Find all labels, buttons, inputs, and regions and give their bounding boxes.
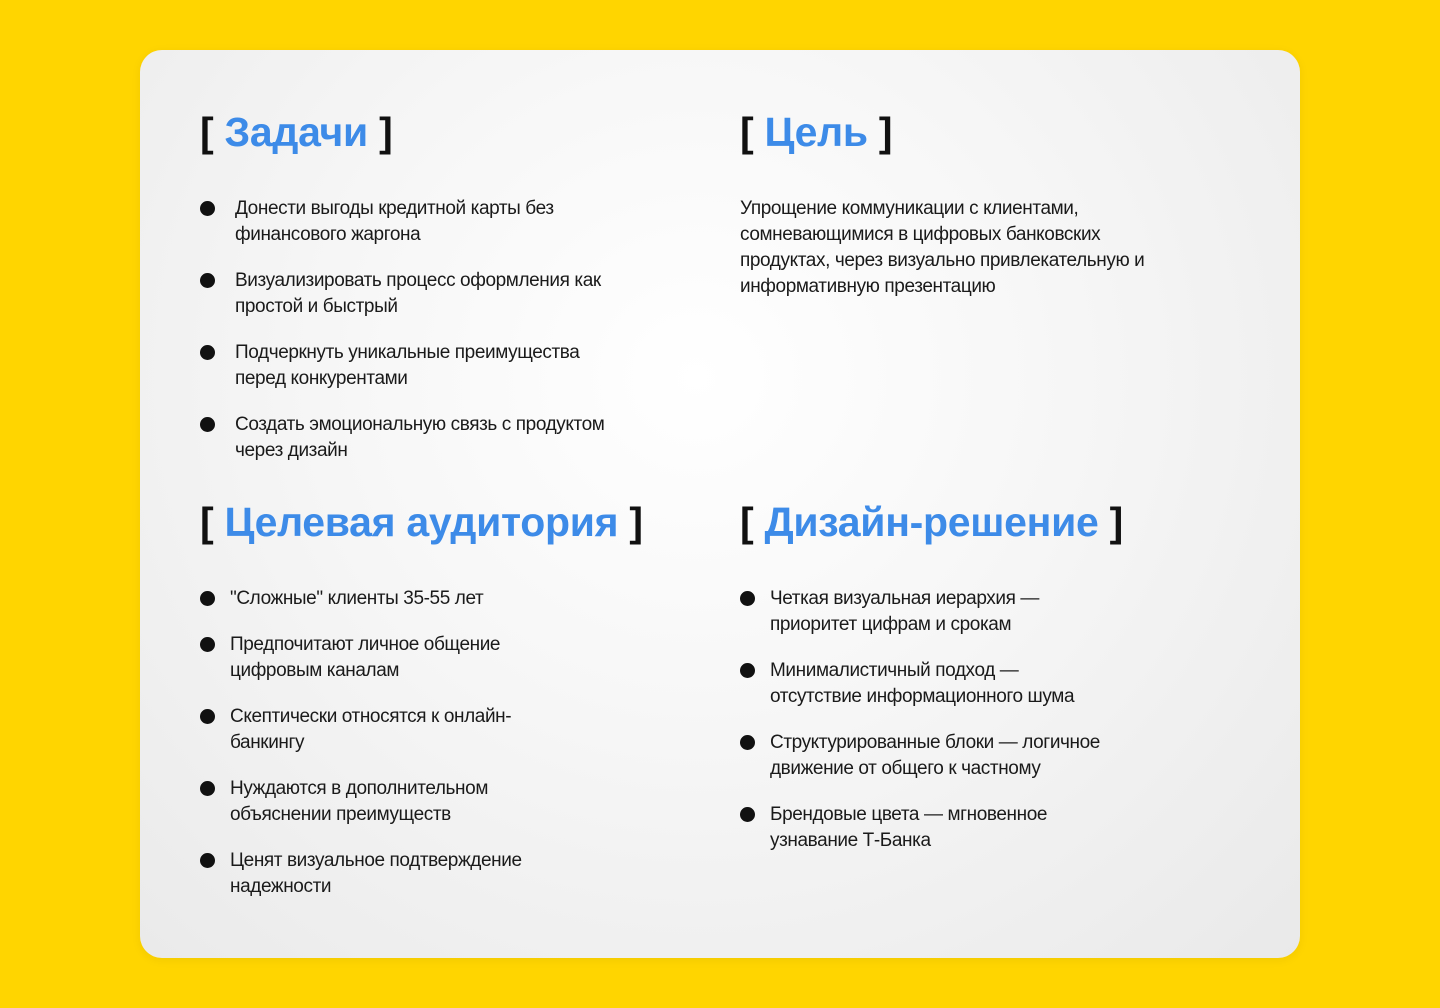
- close-bracket: ]: [1109, 499, 1123, 545]
- bullet-icon: [740, 735, 755, 750]
- list-item-line: перед конкурентами: [235, 368, 408, 389]
- bullet-icon: [200, 591, 215, 606]
- list-item-line: Нуждаются в дополнительном: [230, 778, 488, 799]
- content-card: [140, 50, 1300, 958]
- goal-section: [740, 108, 1170, 300]
- close-bracket: ]: [379, 109, 393, 155]
- list-item-line: Минималистичный подход —: [770, 660, 1019, 681]
- list-item: [200, 776, 640, 828]
- tasks-section: [200, 108, 640, 484]
- audience-heading: [200, 498, 643, 546]
- list-item: [200, 268, 640, 320]
- list-item-line: Структурированные блоки — логичное: [770, 732, 1100, 753]
- goal-line: информативную презентацию: [740, 276, 996, 297]
- open-bracket: [: [740, 109, 754, 155]
- bullet-icon: [740, 663, 755, 678]
- list-item: [200, 196, 640, 248]
- tasks-heading: [200, 108, 640, 156]
- open-bracket: [: [200, 109, 214, 155]
- list-item-line: Брендовые цвета — мгновенное: [770, 804, 1048, 825]
- list-item: [740, 802, 1180, 854]
- design-section: [740, 498, 1180, 874]
- list-item: [200, 704, 640, 756]
- list-item: [740, 730, 1180, 782]
- list-item-line: Четкая визуальная иерархия —: [770, 588, 1039, 609]
- list-item: [740, 586, 1180, 638]
- list-item: [740, 658, 1180, 710]
- bullet-icon: [200, 201, 215, 216]
- list-item-line: "Сложные" клиенты 35-55 лет: [230, 588, 484, 609]
- goal-heading: [740, 108, 1170, 156]
- audience-title: Целевая аудитория: [224, 499, 619, 545]
- list-item-line: Предпочитают личное общение: [230, 634, 501, 655]
- goal-title: Цель: [764, 109, 868, 155]
- design-list: [740, 586, 1180, 854]
- bullet-icon: [740, 591, 755, 606]
- design-heading: [740, 498, 1180, 546]
- list-item-line: простой и быстрый: [235, 296, 398, 317]
- design-title: Дизайн-решение: [764, 499, 1099, 545]
- list-item-line: движение от общего к частному: [770, 758, 1041, 779]
- goal-line: сомневающимися в цифровых банковских: [740, 224, 1101, 245]
- goal-line: продуктах, через визуально привлекательную и: [740, 250, 1145, 271]
- bullet-icon: [200, 417, 215, 432]
- list-item-line: объяснении преимуществ: [230, 804, 451, 825]
- bullet-icon: [200, 345, 215, 360]
- list-item-line: надежности: [230, 876, 332, 897]
- list-item: [200, 632, 640, 684]
- close-bracket: ]: [629, 499, 643, 545]
- list-item-line: Создать эмоциональную связь с продуктом: [235, 414, 605, 435]
- bullet-icon: [200, 781, 215, 796]
- bullet-icon: [200, 853, 215, 868]
- list-item-line: Подчеркнуть уникальные преимущества: [235, 342, 580, 363]
- list-item-line: цифровым каналам: [230, 660, 400, 681]
- list-item: [200, 412, 640, 464]
- list-item-line: Донести выгоды кредитной карты без: [235, 198, 554, 219]
- list-item-line: узнавание Т-Банка: [770, 830, 931, 851]
- open-bracket: [: [740, 499, 754, 545]
- goal-text: [740, 196, 1170, 300]
- list-item-line: отсутствие информационного шума: [770, 686, 1075, 707]
- goal-line: Упрощение коммуникации с клиентами,: [740, 198, 1079, 219]
- audience-list: [200, 586, 640, 900]
- list-item-line: приоритет цифрам и срокам: [770, 614, 1012, 635]
- audience-section: [200, 498, 643, 920]
- list-item-line: Скептически относятся к онлайн-: [230, 706, 512, 727]
- bullet-icon: [200, 709, 215, 724]
- open-bracket: [: [200, 499, 214, 545]
- close-bracket: ]: [878, 109, 893, 155]
- list-item-line: через дизайн: [235, 440, 348, 461]
- list-item-line: Ценят визуальное подтверждение: [230, 850, 522, 871]
- list-item-line: банкингу: [230, 732, 305, 753]
- list-item: [200, 340, 640, 392]
- tasks-title: Задачи: [224, 109, 368, 155]
- list-item: [200, 848, 640, 900]
- bullet-icon: [200, 637, 215, 652]
- list-item: [200, 586, 640, 612]
- bullet-icon: [200, 273, 215, 288]
- tasks-list: [200, 196, 640, 464]
- list-item-line: Визуализировать процесс оформления как: [235, 270, 601, 291]
- list-item-line: финансового жаргона: [235, 224, 421, 245]
- bullet-icon: [740, 807, 755, 822]
